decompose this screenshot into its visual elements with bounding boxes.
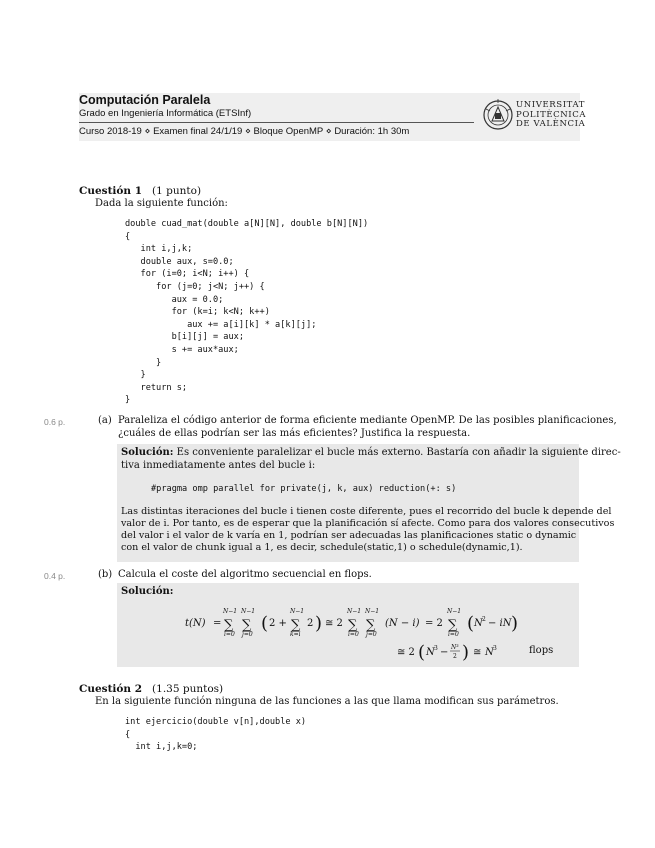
code-line: int i,j,k=0; — [125, 742, 198, 753]
svg-text:= 2: = 2 — [425, 618, 443, 629]
svg-text:≅: ≅ — [473, 647, 482, 658]
svg-text:N³: N³ — [451, 644, 459, 651]
svg-text:2 +: 2 + — [269, 618, 287, 629]
svg-text:(: ( — [261, 613, 269, 634]
svg-text:(: ( — [467, 613, 475, 634]
svg-text:(N − i): (N − i) — [385, 618, 420, 629]
svg-text:i=0: i=0 — [448, 631, 459, 638]
solution-box-b — [117, 583, 579, 667]
exam-info: Curso 2018-19 ⋄ Examen final 24/1/19 ⋄ Bloque OpenMP ⋄ Duración: 1h 30m — [79, 126, 410, 137]
svg-text:≅ 2: ≅ 2 — [325, 618, 343, 629]
svg-text:): ) — [315, 613, 323, 634]
code-line: { — [125, 231, 131, 242]
subquestion-a-text-1: Paraleliza el código anterior de forma eficiente mediante OpenMP. De las posibles planificaciones, — [118, 415, 617, 426]
question-1-intro: Dada la siguiente función: — [95, 198, 228, 209]
exam-header — [79, 93, 587, 141]
degree-subtitle: Grado en Ingeniería Informática (ETSInf) — [79, 108, 252, 119]
code-listing-2 — [125, 716, 306, 754]
svg-text:N: N — [474, 618, 483, 629]
code-line: for (k=i; k<N; k++) — [125, 307, 270, 318]
code-line: aux = 0.0; — [125, 294, 224, 305]
svg-text:N−1: N−1 — [347, 608, 362, 615]
code-line: } — [125, 395, 131, 406]
solution-box-a — [117, 444, 621, 562]
code-line: for (j=0; j<N; j++) { — [125, 281, 265, 292]
svg-text:N−1: N−1 — [223, 608, 238, 615]
solution-a-p2-line3: del valor i el valor de k varía en 1, podrían ser adecuadas las planificaciones static o dynamic — [121, 530, 577, 541]
svg-text:∑: ∑ — [448, 618, 458, 633]
code-line: b[i][j] = aux; — [125, 332, 244, 343]
svg-text:N−1: N−1 — [290, 608, 305, 615]
subquestion-b-text: Calcula el coste del algoritmo secuencial en flops. — [118, 569, 372, 580]
subquestion-a-text-2: ¿cuáles de ellas podrían ser las más eficientes? Justifica la respuesta. — [118, 428, 471, 439]
svg-text:j=0: j=0 — [242, 631, 253, 638]
svg-text:2: 2 — [307, 618, 314, 629]
svg-text:k=i: k=i — [290, 631, 301, 638]
svg-text:− iN: − iN — [488, 618, 512, 629]
svg-text:=: = — [213, 618, 222, 629]
svg-text:i=0: i=0 — [224, 631, 235, 638]
code-line: { — [125, 729, 131, 740]
formula-unit: flops — [529, 645, 554, 656]
svg-text:j=0: j=0 — [366, 631, 377, 638]
svg-text:N−1: N−1 — [241, 608, 256, 615]
code-line: return s; — [125, 382, 188, 393]
code-line: s += aux*aux; — [125, 344, 239, 355]
code-line: } — [125, 370, 146, 381]
points-note-a: 0.6 p. — [44, 417, 66, 427]
code-line: double cuad_mat(double a[N][N], double b[N][N]) — [125, 219, 369, 229]
svg-text:∑: ∑ — [348, 618, 358, 633]
svg-text:i=0: i=0 — [348, 631, 359, 638]
course-title: Computación Paralela — [79, 93, 211, 107]
svg-text:3: 3 — [493, 645, 497, 652]
svg-text:2: 2 — [482, 616, 486, 623]
svg-text:∑: ∑ — [242, 618, 252, 633]
svg-text:): ) — [462, 642, 470, 663]
solution-a-p1-line2: tiva inmediatamente antes del bucle i: — [121, 460, 316, 471]
university-logo — [482, 95, 587, 139]
svg-text:−: − — [440, 647, 449, 658]
svg-text:3: 3 — [434, 645, 438, 652]
code-line: } — [125, 357, 162, 368]
svg-text:N: N — [485, 647, 494, 658]
svg-text:(: ( — [418, 642, 426, 663]
svg-text:N−1: N−1 — [365, 608, 380, 615]
header-divider — [79, 122, 474, 123]
svg-text:≅ 2: ≅ 2 — [397, 647, 415, 658]
solution-a-p2-line4: con el valor de chunk igual a 1, es decir, schedule(static,1) o schedule(dynamic,1). — [121, 542, 523, 553]
code-line: for (i=0; i<N; i++) { — [125, 269, 250, 280]
question-1-heading: Cuestión 1 (1 punto) — [79, 185, 202, 197]
svg-text:): ) — [511, 613, 519, 634]
question-2-intro: En la siguiente función ninguna de las funciones a las que llama modifican sus parámetros. — [95, 696, 559, 707]
svg-text:∑: ∑ — [366, 618, 376, 633]
points-note-b: 0.4 p. — [44, 571, 66, 581]
svg-text:∑: ∑ — [291, 618, 301, 633]
svg-text:t(N): t(N) — [185, 618, 206, 629]
code-line: int i,j,k; — [125, 244, 193, 255]
svg-text:2: 2 — [453, 653, 457, 660]
code-line: aux += a[i][k] * a[k][j]; — [125, 319, 317, 330]
solution-b-label: Solución: — [121, 586, 174, 597]
solution-a-p1-line1: Solución: Es conveniente paralelizar el bucle más externo. Bastaría con añadir la siguiente direc- — [121, 447, 621, 458]
university-name: UNIVERSITAT POLITÈCNICA DE VALÈNCIA — [516, 100, 587, 129]
cost-formula — [177, 601, 577, 663]
code-line: double aux, s=0.0; — [125, 256, 234, 267]
pragma-directive: #pragma omp parallel for private(j, k, aux) reduction(+: s) — [151, 484, 457, 494]
code-line: int ejercicio(double v[n],double x) — [125, 717, 307, 727]
question-2-heading: Cuestión 2 (1.35 puntos) — [79, 683, 224, 695]
svg-text:∑: ∑ — [224, 618, 234, 633]
university-seal-icon — [482, 95, 514, 135]
svg-text:N: N — [426, 647, 435, 658]
subquestion-b-label: (b) — [98, 569, 113, 580]
code-listing-1 — [125, 218, 368, 407]
svg-text:N−1: N−1 — [447, 608, 462, 615]
subquestion-a-label: (a) — [98, 415, 112, 426]
solution-a-p2-line2: valor de i. Por tanto, es de esperar que la planificación sí afecte. Como para dos valores consecutivos — [121, 518, 615, 529]
solution-a-p2-line1: Las distintas iteraciones del bucle i tienen coste diferente, pues el recorrido del bucle k depende del — [121, 506, 612, 517]
